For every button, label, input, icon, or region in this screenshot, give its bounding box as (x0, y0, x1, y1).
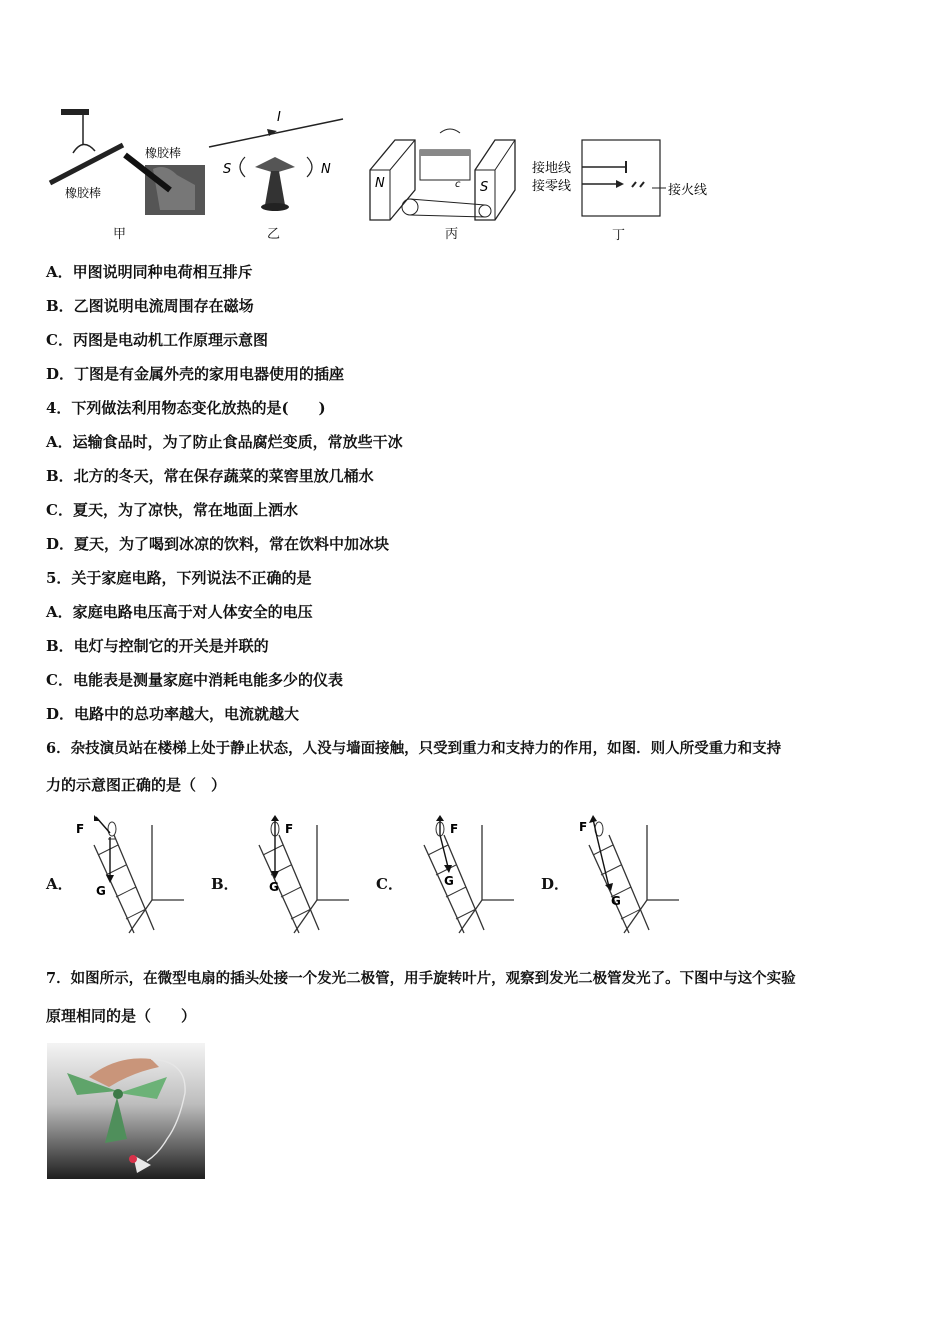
bing-south-label: S (480, 180, 489, 195)
figure-ding-drawing (530, 138, 720, 220)
q5-option-d: D．电路中的总功率越大，电流就越大 (46, 705, 300, 723)
q6-stem-line1: 6．杂技演员站在楼梯上处于静止状态，人没与墙面接触，只受到重力和支持力的作用，如图．则人所受重力和支持 (46, 740, 782, 757)
bing-north-label: N (375, 176, 385, 191)
bing-c-label: c (455, 179, 461, 190)
q4-option-a: A．运输食品时，为了防止食品腐烂变质，常放些干冰 (46, 433, 403, 451)
yi-south-label: S (223, 162, 232, 177)
figure-bing-drawing (365, 125, 525, 225)
q6-b-f-label: F (285, 822, 294, 836)
q6-option-a-letter: A． (46, 875, 73, 893)
yi-current-label: I (277, 110, 281, 125)
q7-fan-photo (47, 1043, 205, 1179)
ding-neutral-label: 接零线 (532, 179, 572, 194)
figure-jia (45, 105, 210, 240)
q3-option-b: B．乙图说明电流周围存在磁场 (46, 297, 254, 315)
figure-yi-drawing (205, 105, 345, 240)
q6-option-a (46, 815, 196, 937)
q6-a-f-label: F (76, 822, 85, 836)
q6-option-b (211, 815, 361, 937)
q6-d-g-label: G (611, 894, 621, 908)
q5-stem: 5．关于家庭电路，下列说法不正确的是 (46, 569, 312, 587)
ding-ground-label: 接地线 (532, 161, 572, 176)
q6-option-c-drawing (404, 815, 524, 937)
ding-live-label: 接火线 (668, 183, 708, 198)
q7-fan-drawing (47, 1043, 205, 1179)
q7-stem-line2: 原理相同的是（ ） (46, 1007, 197, 1025)
q6-option-d-drawing (569, 815, 689, 937)
q4-option-b: B．北方的冬天，常在保存蔬菜的菜窖里放几桶水 (46, 467, 374, 485)
q3-option-c: C．丙图是电动机工作原理示意图 (46, 331, 268, 349)
figure-ding (530, 138, 720, 243)
figure-yi (205, 105, 345, 240)
q6-option-b-letter: B． (211, 875, 239, 893)
q6-option-c (376, 815, 526, 937)
q6-a-g-label: G (96, 884, 106, 898)
q5-option-c: C．电能表是测量家庭中消耗电能多少的仪表 (46, 671, 343, 689)
q6-c-g-label: G (444, 874, 454, 888)
jia-rod-label-2: 橡胶棒 (65, 186, 102, 200)
q4-stem: 4．下列做法利用物态变化放热的是( ) (46, 399, 326, 417)
q6-stem-line2: 力的示意图正确的是（ ） (46, 776, 227, 794)
q6-option-d (541, 815, 691, 937)
figure-caption-yi: 乙 (267, 227, 281, 242)
figure-caption-ding: 丁 (612, 228, 626, 243)
q6-c-f-label: F (450, 822, 459, 836)
q3-option-d: D．丁图是有金属外壳的家用电器使用的插座 (46, 365, 345, 383)
q3-option-a: A．甲图说明同种电荷相互排斥 (46, 263, 253, 281)
yi-north-label: N (321, 162, 331, 177)
figure-jia-drawing (45, 105, 210, 240)
figure-caption-jia: 甲 (113, 227, 127, 242)
q6-option-c-letter: C． (376, 875, 403, 893)
q6-d-f-label: F (579, 820, 588, 834)
q5-option-a: A．家庭电路电压高于对人体安全的电压 (46, 603, 313, 621)
jia-rod-label-1: 橡胶棒 (145, 146, 182, 160)
q7-stem-line1: 7．如图所示，在微型电扇的插头处接一个发光二极管，用手旋转叶片，观察到发光二极管发光了。下图中与这个实验 (46, 970, 796, 987)
q4-option-c: C．夏天，为了凉快，常在地面上洒水 (46, 501, 298, 519)
q5-option-b: B．电灯与控制它的开关是并联的 (46, 637, 269, 655)
figure-caption-bing: 丙 (445, 227, 459, 242)
q6-option-a-drawing (74, 815, 194, 937)
q6-b-g-label: G (269, 880, 279, 894)
figure-bing (365, 125, 525, 240)
q4-option-d: D．夏天，为了喝到冰凉的饮料，常在饮料中加冰块 (46, 535, 390, 553)
q6-option-b-drawing (239, 815, 359, 937)
q6-option-d-letter: D． (541, 875, 570, 893)
